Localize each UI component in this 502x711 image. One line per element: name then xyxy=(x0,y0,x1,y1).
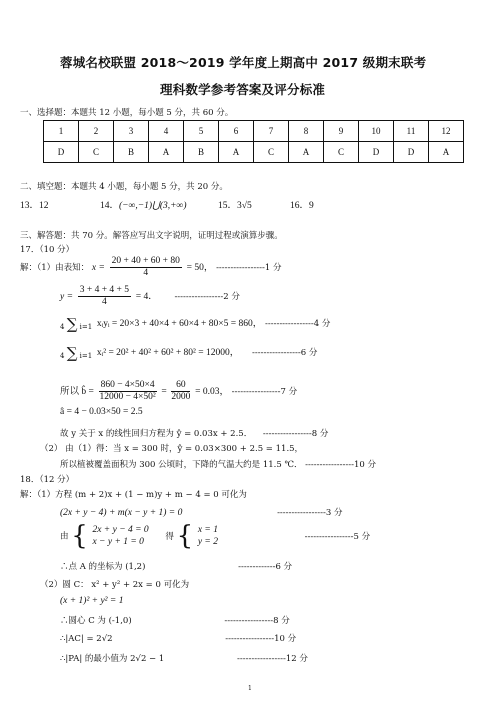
q18-l3-mid: 得 xyxy=(165,531,174,542)
q18-system xyxy=(92,524,148,548)
answer-cell: A xyxy=(289,142,324,163)
sum-lower: i=1 xyxy=(79,351,93,360)
page-number: 1 xyxy=(248,685,252,692)
brace-icon: { xyxy=(176,521,194,551)
answer-16: 16．9 xyxy=(290,201,314,211)
q17-l1-fraction xyxy=(110,256,182,279)
q18-line-3 xyxy=(60,523,370,549)
sum-symbol xyxy=(60,343,93,362)
q18-l3-score: -----------------5 分 xyxy=(304,531,371,542)
q18-system-eq2: x − y + 1 = 0 xyxy=(92,537,144,547)
q18-line-2 xyxy=(60,506,343,518)
sum-upper: 4 xyxy=(60,351,65,360)
q17-line-conclusion xyxy=(60,458,376,470)
question-number-cell: 5 xyxy=(184,121,219,142)
q17-l1-rhs: = 50， xyxy=(186,263,214,273)
q18-line-7 xyxy=(60,614,290,626)
answer-cell: C xyxy=(79,142,114,163)
answer-cell: A xyxy=(149,142,184,163)
answer-table-answer-row xyxy=(44,142,464,163)
q18-l7-text: ∴圆心 C 为 (-1,0) xyxy=(60,616,132,626)
q17-l2-numerator: 3 + 4 + 4 + 5 xyxy=(79,285,130,295)
q17-l2-denominator: 4 xyxy=(102,297,107,307)
q18-line-4 xyxy=(60,560,292,572)
q17-line-slope xyxy=(60,380,297,403)
q17-l2-lhs: y = xyxy=(60,292,74,302)
q17-l5-equals: = xyxy=(161,387,167,397)
q17-l9-text: 所以植被覆盖面积为 300 公顷时，下降的气温大约是 11.5 ℃． xyxy=(60,460,303,470)
q18-l4-text: ∴点 A 的坐标为 (1,2) xyxy=(60,562,146,572)
q17-l5-fraction-2 xyxy=(171,380,190,403)
q18-l9-score: -----------------12 分 xyxy=(237,654,308,664)
q17-line-mean-y xyxy=(60,285,240,308)
q17-l2-score: -----------------2 分 xyxy=(174,292,240,302)
q17-line-regression xyxy=(60,427,328,439)
answer-cell: A xyxy=(429,142,464,163)
sum-lower: i=1 xyxy=(79,322,93,331)
answer-cell: B xyxy=(114,142,149,163)
q18-l3-prefix: 由 xyxy=(60,531,69,542)
answer-14-value: (−∞,−1)⋃(3,+∞) xyxy=(119,201,187,211)
q17-l1-denominator: 4 xyxy=(143,268,149,278)
q17-l7-score: -----------------8 分 xyxy=(262,429,329,439)
q17-line-intercept: â = 4 − 0.03×50 = 2.5 xyxy=(60,407,143,417)
q17-l5-denominator-1: 12000 − 4×50² xyxy=(99,392,156,402)
answer-table xyxy=(43,120,464,163)
q17-l1-numerator: 20 + 40 + 60 + 80 xyxy=(111,256,180,266)
document-subtitle: 理科数学参考答案及评分标准 xyxy=(160,82,326,97)
question-number-cell: 2 xyxy=(79,121,114,142)
question-number-cell: 12 xyxy=(429,121,464,142)
q18-title: 18．（12 分） xyxy=(20,475,75,485)
q17-l5-fraction-1 xyxy=(99,380,157,403)
question-number-cell: 10 xyxy=(359,121,394,142)
q18-line-8 xyxy=(60,632,296,644)
q18-solution xyxy=(198,524,218,548)
q18-l8-text: ∴|AC| = 2√2 xyxy=(60,634,113,644)
q17-line-sum-xx xyxy=(60,344,317,360)
q18-l4-score: -------------6 分 xyxy=(238,562,293,572)
q17-line-sum-xy xyxy=(60,315,330,331)
q17-l1-prefix: 解：（1）由表知： xyxy=(20,263,90,273)
sum-symbol xyxy=(60,314,93,333)
answer-14 xyxy=(100,197,187,211)
q17-l5-rhs: = 0.03， xyxy=(195,387,229,397)
q18-l7-score: -----------------8 分 xyxy=(224,616,290,626)
answer-cell: A xyxy=(219,142,254,163)
q17-l2-fraction xyxy=(78,285,131,308)
q17-line-part2: （2） 由（1）得：当 x = 300 时，ŷ = 0.03×300 + 2.5 = 11.5， xyxy=(40,444,304,454)
q17-l7-text: 故 y 关于 x 的线性回归方程为 ŷ = 0.03x + 2.5． xyxy=(60,429,253,439)
sum-upper: 4 xyxy=(60,322,65,331)
answer-15-value: 3√5 xyxy=(237,201,252,211)
answer-15 xyxy=(218,197,252,211)
q17-l5-numerator-2: 60 xyxy=(171,380,190,392)
q17-l1-lhs: x = xyxy=(91,263,105,273)
q18-line-9 xyxy=(60,652,308,664)
answer-table-number-row xyxy=(44,121,464,142)
q17-l9-score: -----------------10 分 xyxy=(305,460,377,470)
q17-l5-prefix: 所以 b̂ = xyxy=(60,387,94,397)
answer-cell: D xyxy=(394,142,429,163)
brace-icon: { xyxy=(71,521,88,551)
q18-line-1: 解：（1）方程 (m + 2)x + (1 − m)y + m − 4 = 0 可化为 xyxy=(20,490,247,500)
q17-l5-numerator-1: 860 − 4×50×4 xyxy=(100,380,155,390)
q17-l5-score: -----------------7 分 xyxy=(231,387,298,397)
q18-l2-equation: (2x + y − 4) + m(x − y + 1) = 0 xyxy=(60,508,183,518)
q17-l3-score: -----------------4 分 xyxy=(264,319,331,329)
q18-line-6: (x + 1)² + y² = 1 xyxy=(60,596,124,606)
section-heading-choice: 一、选择题：本题共 12 小题，每小题 5 分，共 60 分。 xyxy=(20,108,234,118)
answer-15-label: 15． xyxy=(218,201,238,211)
q17-l3-equation: xᵢyᵢ = 20×3 + 40×4 + 60×4 + 80×5 = 860， xyxy=(96,319,263,329)
q18-system-eq1: 2x + y − 4 = 0 xyxy=(92,525,149,535)
q18-solution-x: x = 1 xyxy=(197,525,218,535)
question-number-cell: 6 xyxy=(219,121,254,142)
section-heading-solve: 三、解答题：共 70 分。解答应写出文字说明，证明过程或演算步骤。 xyxy=(20,231,283,241)
question-number-cell: 9 xyxy=(324,121,359,142)
q17-l4-score: -----------------6 分 xyxy=(251,348,318,358)
q17-l2-rhs: = 4． xyxy=(135,292,158,302)
answer-cell: C xyxy=(324,142,359,163)
q17-title: 17．（10 分） xyxy=(20,245,75,255)
answer-14-label: 14． xyxy=(100,201,120,211)
q18-l8-score: -----------------10 分 xyxy=(225,634,297,644)
sigma-icon: ∑ xyxy=(66,343,78,362)
document-title: 蓉城名校联盟 2018～2019 学年度上期高中 2017 级期末联考 xyxy=(60,55,427,70)
question-number-cell: 4 xyxy=(149,121,184,142)
q17-l1-score: -----------------1 分 xyxy=(216,263,282,273)
q18-line-5: （2）圆 C： x² + y² + 2x = 0 可化为 xyxy=(40,580,190,590)
answer-cell: D xyxy=(44,142,79,163)
q17-l4-equation: xᵢ² = 20² + 40² + 60² + 80² = 12000， xyxy=(96,348,240,358)
answer-cell: C xyxy=(254,142,289,163)
q17-l5-denominator-2: 2000 xyxy=(171,392,191,402)
q18-solution-y: y = 2 xyxy=(197,537,218,547)
q18-l9-text: ∴|PA| 的最小值为 2√2 − 1 xyxy=(60,654,165,664)
answer-cell: D xyxy=(359,142,394,163)
answer-cell: B xyxy=(184,142,219,163)
question-number-cell: 3 xyxy=(114,121,149,142)
q17-line-mean-x xyxy=(20,256,282,279)
question-number-cell: 7 xyxy=(254,121,289,142)
question-number-cell: 11 xyxy=(394,121,429,142)
sigma-icon: ∑ xyxy=(66,314,78,333)
question-number-cell: 8 xyxy=(289,121,324,142)
section-heading-fill: 二、填空题：本题共 4 小题，每小题 5 分，共 20 分。 xyxy=(20,182,228,192)
question-number-cell: 1 xyxy=(44,121,79,142)
answer-13: 13．12 xyxy=(20,201,49,211)
q18-l2-score: -----------------3 分 xyxy=(277,508,343,518)
